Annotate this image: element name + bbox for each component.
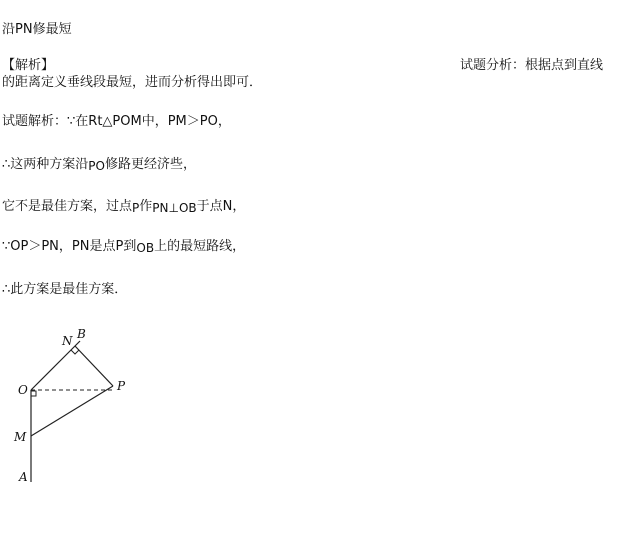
right-angle-mark-n	[71, 350, 79, 354]
line-ob: OB	[136, 241, 155, 255]
answer-line	[2, 22, 72, 38]
inequality-op-pn: ∵OP＞PN，	[2, 239, 72, 254]
solution-line-2-prefix: ∴这两种方案沿	[2, 157, 89, 172]
solution-line-3-suffix: 于点	[196, 199, 223, 214]
triangle-name: Rt△POM	[88, 114, 142, 129]
solution-line-5	[2, 282, 127, 298]
line-pm	[31, 386, 113, 436]
point-p: P	[132, 201, 140, 215]
analysis-continuation	[2, 75, 262, 91]
segment-pn: PN	[71, 239, 90, 254]
line-ob-segment	[31, 341, 80, 390]
solution-line-3-mid: 作	[139, 199, 153, 214]
analysis-right-text-span: 试题分析：根据点到直线	[460, 58, 604, 73]
label-o: O	[18, 383, 28, 397]
label-b: B	[77, 327, 86, 341]
solution-line-2	[2, 156, 196, 173]
geometry-diagram	[0, 320, 200, 490]
analysis-heading-text: 【解析】	[2, 58, 55, 73]
perpendicular-pn-ob: PN⊥OB	[152, 201, 197, 215]
right-angle-mark-o	[31, 391, 36, 396]
solution-line-4-to: 到	[123, 239, 137, 254]
label-a: A	[19, 470, 28, 484]
point-n: N，	[222, 199, 246, 214]
conclusion-text: ∴此方案是最佳方案．	[2, 282, 128, 297]
solution-line-1-mid: 中，	[141, 114, 168, 129]
label-m: M	[14, 430, 27, 444]
segment-po: PO	[88, 159, 105, 173]
analysis-heading	[2, 58, 54, 74]
inequality-pm-po: PM＞PO，	[167, 114, 231, 129]
solution-line-4-suffix: 上的最短路线，	[154, 239, 246, 254]
solution-line-4	[2, 238, 245, 255]
label-n: N	[62, 334, 73, 348]
line-pn	[75, 346, 113, 386]
solution-line-2-suffix: 修路更经济些，	[104, 157, 196, 172]
solution-line-3-prefix: 它不是最佳方案，过点	[2, 199, 133, 214]
answer-text: 沿PN修最短	[2, 22, 72, 37]
label-p: P	[117, 379, 126, 393]
solution-line-1	[2, 114, 231, 130]
point-p-2: P	[115, 239, 124, 254]
solution-line-3	[2, 198, 245, 215]
solution-line-1-prefix: 试题解析：∵在	[2, 114, 89, 129]
solution-line-4-mid: 是点	[89, 239, 116, 254]
analysis-right-text	[460, 58, 603, 74]
analysis-continuation-text: 的距离定义垂线段最短，进而分析得出即可．	[2, 75, 263, 90]
